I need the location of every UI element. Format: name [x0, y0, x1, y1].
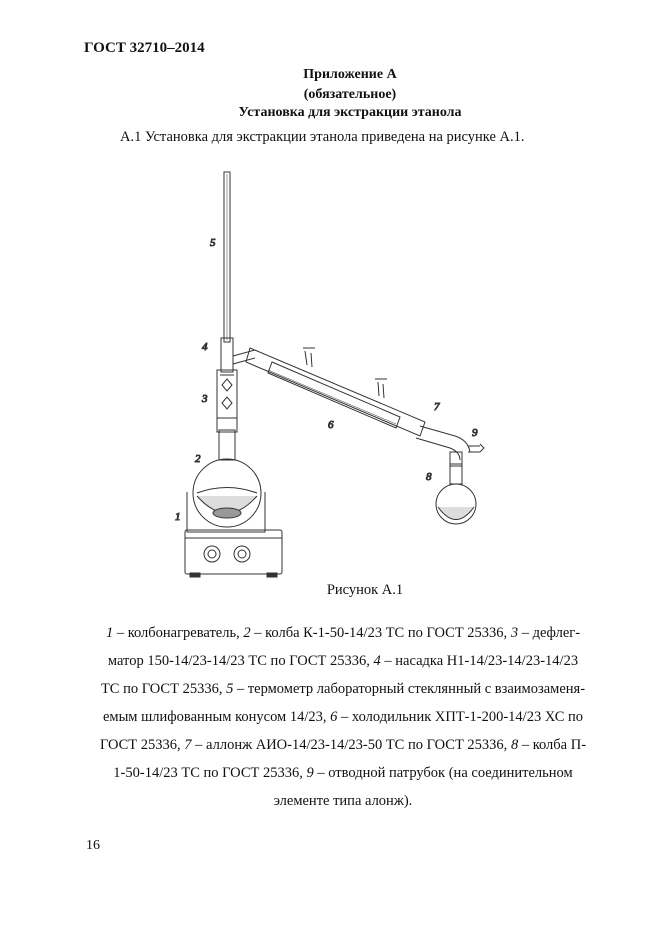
- extraction-apparatus-figure: [150, 160, 490, 580]
- legend-number: 4: [373, 653, 381, 669]
- figure-label-8: 8: [426, 471, 432, 483]
- legend-text: – дефлег-: [518, 625, 581, 641]
- legend-line: [78, 787, 608, 815]
- figure-label-9: 9: [472, 427, 478, 439]
- round-bottom-flask: [193, 430, 261, 527]
- legend-text: – колба К-1-50-14/23 ТС по ГОСТ 25336,: [250, 625, 511, 641]
- figure-legend: [78, 619, 608, 815]
- page-number: 16: [86, 838, 100, 853]
- figure-label-1: 1: [175, 511, 181, 523]
- legend-number: 3: [510, 625, 519, 641]
- distillation-adapter: [221, 338, 255, 372]
- legend-text: ГОСТ 25336,: [99, 737, 185, 753]
- liebig-condenser: [246, 348, 425, 436]
- legend-line: [78, 759, 608, 787]
- legend-number: 5: [226, 681, 234, 697]
- legend-line: [78, 675, 608, 703]
- legend-line: [78, 619, 608, 647]
- legend-text: – холодильник ХПТ-1-200-14/23 ХС по: [337, 709, 584, 725]
- intro-paragraph: А.1 Установка для экстракции этанола приведена на рисунке А.1.: [120, 129, 525, 145]
- legend-text: – колбонагреватель,: [113, 625, 244, 641]
- figure-label-7: 7: [434, 401, 440, 413]
- legend-line: [78, 703, 608, 731]
- figure-label-2: 2: [195, 453, 201, 465]
- legend-text: – колба П-: [518, 737, 587, 753]
- receiver-flask: [436, 464, 476, 524]
- figure-label-6: 6: [328, 419, 334, 431]
- legend-text: матор 150-14/23-14/23 ТС по ГОСТ 25336,: [107, 653, 374, 669]
- legend-text: емым шлифованным конусом 14/23,: [102, 709, 331, 725]
- legend-text: ТС по ГОСТ 25336,: [100, 681, 227, 697]
- legend-text: – отводной патрубок (на соединительном: [313, 765, 573, 781]
- figure-label-5: 5: [210, 237, 216, 249]
- appendix-name: Установка для экстракции этанола: [238, 105, 462, 120]
- legend-line: [78, 647, 608, 675]
- figure-label-4: 4: [202, 341, 208, 353]
- legend-text: – насадка Н1-14/23-14/23-14/23: [380, 653, 579, 669]
- legend-line: [78, 731, 608, 759]
- figure-caption: Рисунок А.1: [326, 582, 404, 598]
- figure-label-3: 3: [202, 393, 208, 405]
- thermometer: [224, 172, 230, 342]
- legend-text: – аллонж АИО-14/23-14/23-50 ТС по ГОСТ 25336,: [191, 737, 511, 753]
- appendix-title: Приложение А: [303, 67, 397, 82]
- legend-number: 1: [105, 625, 114, 641]
- legend-text: – термометр лабораторный стеклянный с взаимозаменя-: [233, 681, 586, 697]
- legend-number: 2: [243, 625, 251, 641]
- legend-text: элементе типа алонж).: [273, 793, 413, 809]
- dephlegmator: [217, 370, 237, 432]
- legend-text: 1-50-14/23 ТС по ГОСТ 25336,: [113, 765, 307, 781]
- legend-number: 8: [510, 737, 519, 753]
- standard-header: ГОСТ 32710–2014: [84, 40, 205, 56]
- legend-number: 6: [330, 709, 338, 725]
- appendix-status: (обязательное): [303, 87, 397, 102]
- legend-number: 7: [184, 737, 192, 753]
- legend-number: 9: [306, 765, 314, 781]
